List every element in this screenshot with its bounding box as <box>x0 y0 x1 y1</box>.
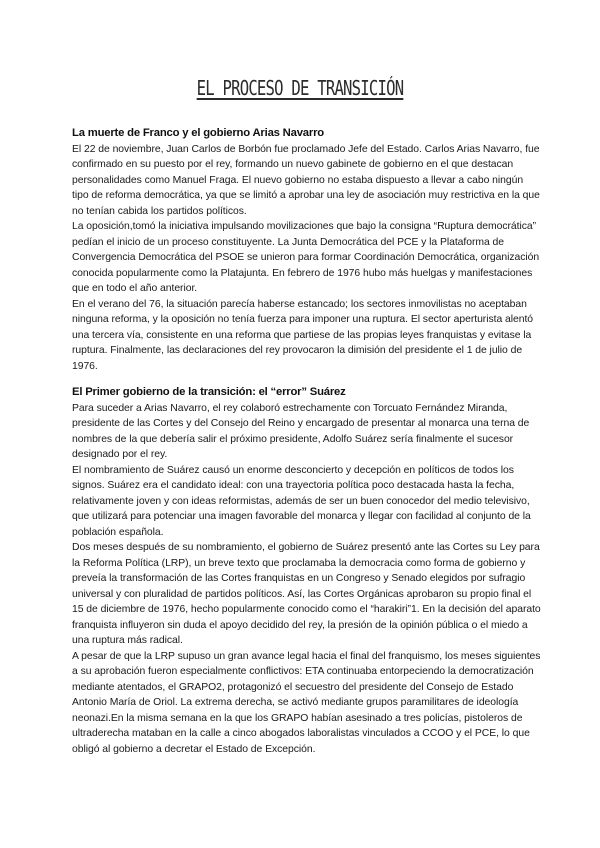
paragraph: A pesar de que la LRP supuso un gran avance legal hacia el final del franquismo, los meses siguientes a su aprobación fueron especialmente conflictivos: ETA continuaba entorpeciendo la democratización mediante atentados, el GRAPO2, protagonizó el secuestro del presidente del Consejo de Estado Antonio María de Oriol. La extrema derecha, se activó mediante grupos paramilitares de ideología neonazi.En la misma semana en la que los GRAPO habían asesinado a tres policías, pistoleros de ultraderecha mataban en la calle a cinco abogados laboralistas vinculados a CCOO y el PCE, lo que obligó al gobierno a decretar el Estado de Excepción. <box>72 650 541 755</box>
section-franco-arias <box>72 126 542 374</box>
paragraph: El nombramiento de Suárez causó un enorme desconcierto y decepción en políticos de todos los signos. Suárez era el candidato ideal: con una trayectoria política poco destacada hasta la fecha, relativamente joven y con ideas reformistas, además de ser un buen conocedor del medio televisivo, que utilizará para potenciar una imagen favorable del monarca y llegar con facilidad al conjunto de la población española. <box>72 464 531 538</box>
section-suarez <box>72 385 542 757</box>
page-title: EL PROCESO DE TRANSICIÓN <box>196 76 404 100</box>
paragraph: La oposición,tomó la iniciativa impulsando movilizaciones que bajo la consigna “Ruptura democrática” pedían el inicio de un proceso constituyente. La Junta Democrática del PCE y la Plataforma de Convergencia Democrática del PSOE se unieron para formar Coordinación Democrática, organización conocida popularmente como la Platajunta. En febrero de 1976 hubo más huelgas y manifestaciones que en todo el año anterior. <box>72 221 540 294</box>
section-heading: La muerte de Franco y el gobierno Arias Navarro <box>72 127 324 139</box>
paragraph: El 22 de noviembre, Juan Carlos de Borbón fue proclamado Jefe del Estado. Carlos Arias Navarro, fue confirmado en su puesto por el rey, formando un nuevo gabinete de gobierno en el que destacan personalidades como Manuel Fraga. El nuevo gobierno no estaba dispuesto a llevar a cabo ningún tipo de reforma democrática, ya que se limitó a aprobar una ley de asociación muy restrictiva en la que no tenían cabida los partidos políticos. <box>72 143 540 217</box>
paragraph: Dos meses después de su nombramiento, el gobierno de Suárez presentó ante las Cortes su Ley para la Reforma Política (LRP), un breve texto que proclamaba la democracia como forma de gobierno y preveía la transformación de las Cortes franquistas en un Congreso y Senado elegidos por sufragio universal y con pluralidad de partidos políticos. Así, las Cortes Orgánicas aprobaron su propio final el 15 de diciembre de 1976, hecho popularmente conocido como el “harakiri”1. En la decisión del aparato franquista influyeron sin duda el apoyo decidido del rey, la presión de la opinión pública o el miedo a una ruptura más radical. <box>72 542 541 646</box>
paragraph: En el verano del 76, la situación parecía haberse estancado; los sectores inmovilistas no aceptaban ninguna reforma, y la oposición no tenía fuerza para imponer una ruptura. El sector aperturista alentó una tercera vía, consistente en una reforma que partiese de las propias leyes franquistas y evitase la ruptura. Finalmente, las declaraciones del rey provocaron la dimisión del presidente el 1 de julio de 1976. <box>72 298 534 372</box>
paragraph: Para suceder a Arias Navarro, el rey colaboró estrechamente con Torcuato Fernández Miranda, presidente de las Cortes y del Consejo del Reino y encargado de presentar al monarca una terna de nombres de la que debería salir el próximo presidente, Adolfo Suárez sería finalmente el sucesor designado por el rey. <box>72 402 530 460</box>
section-heading: El Primer gobierno de la transición: el “error” Suárez <box>72 386 346 398</box>
